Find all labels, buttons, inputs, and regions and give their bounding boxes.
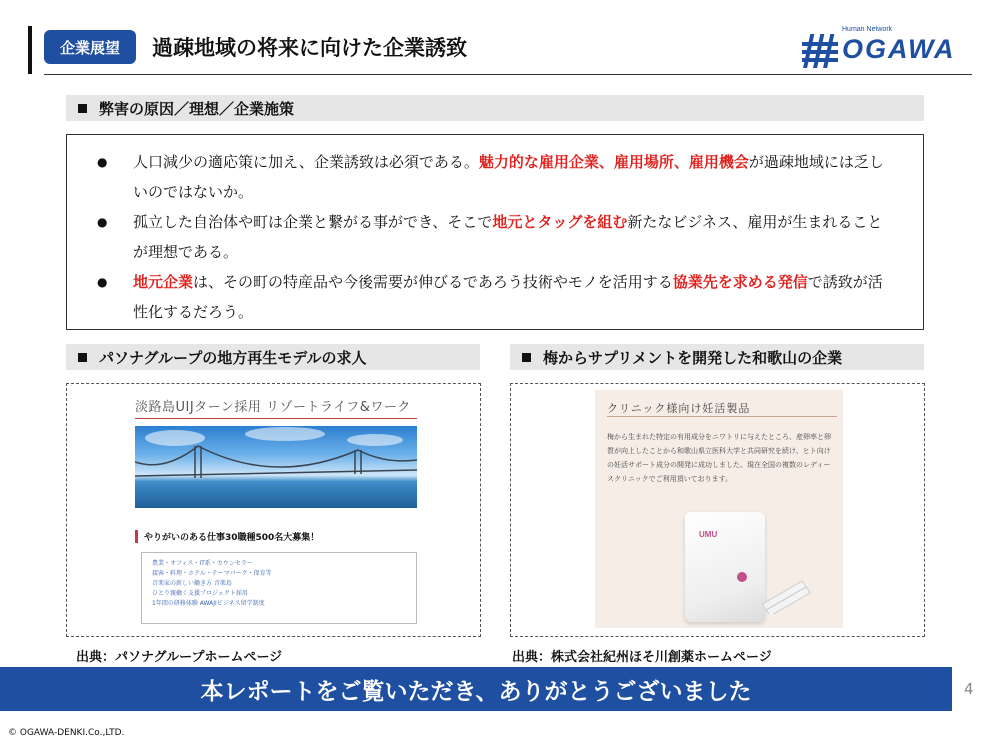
- pasona-screenshot-panel: [66, 383, 481, 637]
- bullet-text-run: 人口減少の適応策に加え、企業誘致は必須である。: [133, 153, 479, 171]
- bullet-text: [133, 147, 887, 207]
- web-page-title: 淡路島UIJターン採用 リゾートライフ&ワーク: [135, 400, 411, 415]
- bullet-highlight: 協業先を求める発信: [672, 273, 808, 291]
- product-page-bg: [595, 390, 843, 628]
- product-title-rule: [607, 416, 837, 417]
- copyright: © OGAWA-DENKI.Co.,LTD.: [8, 728, 125, 738]
- job-links-box: [141, 552, 417, 624]
- bullet-text: [133, 267, 887, 327]
- section-heading-ume: [510, 344, 924, 370]
- bullet-text-run: 孤立した自治体や町は企業と繋がる事ができ、そこで: [133, 213, 493, 231]
- section-heading-label: パソナグループの地方再生モデルの求人: [99, 348, 367, 367]
- square-bullet-icon: [522, 353, 531, 362]
- page-number: 4: [964, 680, 974, 698]
- pouch-dot-icon: [737, 572, 747, 582]
- bullet-item: [97, 207, 887, 267]
- section-heading-label: 梅からサプリメントを開発した和歌山の企業: [543, 348, 843, 367]
- bullet-text-run: は、その町の特産品や今後需要が伸びるであろう技術やモノを活用する: [193, 273, 673, 291]
- stick-packets-icon: [755, 564, 815, 614]
- bullet-dot-icon: ●: [97, 155, 108, 169]
- bullet-text-run: が過疎地域には乏しいのではないか。: [133, 153, 884, 201]
- bullet-highlight: 魅力的な雇用企業、雇用場所、雇用機会: [478, 153, 749, 171]
- job-link[interactable]: 1年間の研修体験 AWAJIビジネス留学制度: [152, 600, 265, 607]
- product-title: クリニック様向け妊活製品: [607, 402, 751, 415]
- pouch-label: UMU: [699, 530, 718, 539]
- bullet-text: [133, 207, 887, 267]
- bullet-text-run: で誘致が活性化するだろう。: [133, 273, 883, 321]
- web-title-rule: [135, 418, 417, 419]
- ume-screenshot-panel: [510, 383, 925, 637]
- product-description: 梅から生まれた特定の有用成分をニワトリに与えたところ、産卵率と卵質が向上したことから和歌山県立医科大学と共同研究を続け、ヒト向けの妊活サポート成分の開発に成功しました。現在全国の複数のレディースクリニックでご利用頂いております。: [607, 433, 831, 483]
- bridge-icon: [135, 426, 417, 508]
- bullet-item: [97, 147, 887, 207]
- job-link[interactable]: 音楽家の新しい働き方 音楽島: [152, 580, 232, 587]
- right-caption: 出典：株式会社紀州ほそ川創薬ホームページ: [512, 650, 772, 665]
- bullet-box: [66, 134, 924, 330]
- logo-wordmark: OGAWA: [842, 34, 956, 64]
- job-link[interactable]: ひとり親働く支援プロジェクト採用: [152, 590, 248, 597]
- section-heading-label: 弊害の原因／理想／企業施策: [99, 99, 295, 118]
- bullet-highlight: 地元とタッグを組む: [492, 213, 628, 231]
- thank-you-banner: 本レポートをご覧いただき、ありがとうございました: [0, 667, 952, 711]
- category-badge: 企業展望: [44, 30, 136, 64]
- bridge-photo: [135, 426, 417, 508]
- bullet-text-run: 新たなビジネス、雇用が生まれることが理想である。: [133, 213, 883, 261]
- bullet-dot-icon: ●: [97, 275, 108, 289]
- page-title: 過疎地域の将来に向けた企業誘致: [152, 36, 467, 60]
- bullet-item: [97, 267, 887, 327]
- bullet-dot-icon: ●: [97, 215, 108, 229]
- left-caption: 出典：パソナグループホームページ: [76, 650, 283, 665]
- bullet-highlight: 地元企業: [133, 273, 194, 291]
- logo-tagline: Human Network: [842, 26, 893, 33]
- section-heading-pasona: [66, 344, 480, 370]
- jobs-heading: やりがいのある仕事30職種500名大募集！: [135, 530, 319, 543]
- title-divider: [44, 74, 972, 75]
- square-bullet-icon: [78, 353, 87, 362]
- job-link[interactable]: 農業・オフィス・IT系・カウンセラー: [152, 560, 253, 567]
- job-link[interactable]: 接客・料理・ホテル・テーマパーク・保育等: [152, 570, 272, 577]
- title-accent-bar: [28, 26, 32, 74]
- section-heading-causes: [66, 95, 924, 121]
- supplement-pouch: [685, 512, 765, 622]
- square-bullet-icon: [78, 104, 87, 113]
